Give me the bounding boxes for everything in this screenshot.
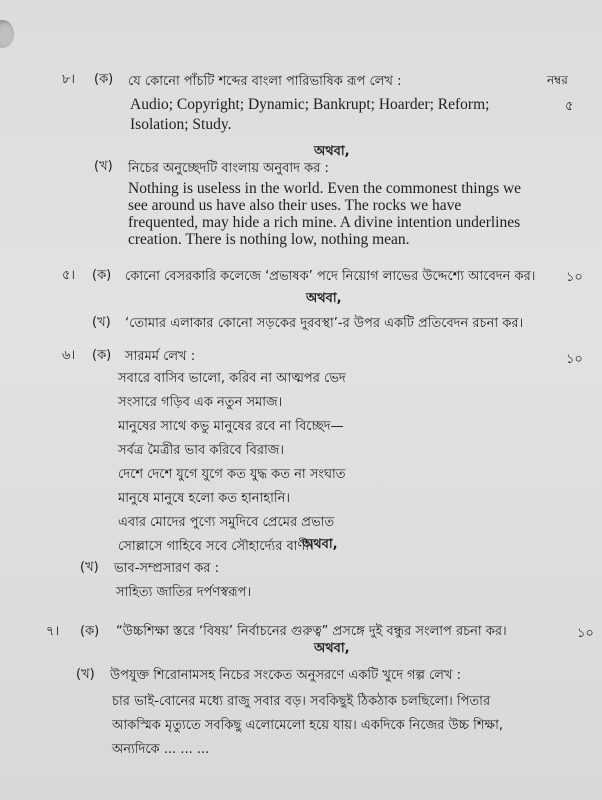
q8b-prompt: নিচের অনুচ্ছেদটি বাংলায় অনুবাদ কর :: [128, 161, 329, 176]
punch-hole: [0, 20, 14, 48]
q9a-label: (ক): [92, 268, 112, 283]
q8a-words-line1: Audio; Copyright; Dynamic; Bankrupt; Hoarder; Reform;: [130, 96, 490, 113]
q11b-story-line3: অন্যদিকে ... ... ...: [112, 742, 210, 757]
q8a-marks: ৫: [565, 99, 574, 114]
q8b-label: (খ): [94, 159, 113, 174]
q11b-story-line1: চার ভাই-বোনের মধ্যে রাজু সবার বড়। সবকিছুই ঠিকঠাক চলছিলো। পিতার: [112, 694, 491, 709]
q8a-label: (ক): [94, 72, 114, 87]
q11b-label: (খ): [76, 667, 95, 682]
q9b-text: ‘তোমার এলাকার কোনো সড়কের দুরবস্থা’-র উপর একটি প্রতিবেদন রচনা কর।: [125, 316, 524, 331]
poem-line: মানুষে মানুষে হলো কত হানাহানি।: [118, 491, 291, 506]
q11-or: অথবা,: [314, 641, 350, 656]
q10a-marks: ১০: [566, 352, 583, 367]
q11-number: ৭।: [46, 624, 60, 639]
q10b-label: (খ): [80, 560, 99, 575]
q10b-prompt: ভাব-সম্প্রসারণ কর :: [114, 561, 219, 576]
q11a-marks: ১০: [577, 626, 594, 641]
q8-number: ৮।: [62, 72, 76, 87]
poem-line: দেশে দেশে যুগে যুগে কত যুদ্ধ কত না সংঘাত: [118, 467, 346, 482]
poem-line: সোল্লাসে গাহিবে সবে সৌহার্দ্যের বাণী।: [118, 539, 314, 554]
q10b-text: সাহিত্য জাতির দর্পণস্বরূপ।: [116, 585, 252, 600]
q11b-story-line2: আকস্মিক মৃত্যুতে সবকিছু এলোমেলো হয়ে যায়। একদিকে নিজের উচ্চ শিক্ষা,: [112, 718, 503, 733]
poem-line: এবার মোদের পুণ্যে সমুদিবে প্রেমের প্রভাত: [118, 515, 335, 530]
q11a-label: (ক): [80, 624, 100, 639]
q10-number: ৬।: [62, 348, 76, 363]
q9a-text: কোনো বেসরকারি কলেজে ‘প্রভাষক’ পদে নিয়োগ লাভের উদ্দেশ্যে আবেদন কর।: [125, 269, 536, 284]
poem-line: মানুষের সাথে কভু মানুষের রবে না বিচ্ছেদ—: [118, 419, 344, 434]
q10-or: অথবা,: [302, 537, 338, 552]
q8a-words-line2: Isolation; Study.: [130, 116, 232, 133]
summary-poem: [118, 367, 346, 559]
q10a-label: (ক): [92, 348, 112, 363]
q8b-passage: Nothing is useless in the world. Even the commonest things we see around us have also their uses. The rocks we have frequented, may hide a rich mine. A divine intention underlines creation. There is nothing low, nothing mean.: [128, 180, 522, 248]
poem-line: সর্বত্র মৈত্রীর ভাব করিবে বিরাজ।: [118, 443, 285, 458]
q9-or: অথবা,: [306, 291, 342, 306]
q9b-label: (খ): [92, 315, 111, 330]
poem-line: সবারে বাসিব ভালো, করিব না আত্মপর ভেদ: [118, 371, 346, 386]
q8a-prompt: যে কোনো পাঁচটি শব্দের বাংলা পারিভাষিক রূপ লেখ :: [128, 74, 402, 89]
q10a-prompt: সারমর্ম লেখ :: [125, 349, 196, 364]
q11a-text: “উচ্চশিক্ষা স্তরে ‘বিষয়’ নির্বাচনের গুরুত্ব” প্রসঙ্গে দুই বন্ধুর সংলাপ রচনা কর।: [116, 624, 507, 639]
marks-column-header: নম্বর: [547, 73, 568, 87]
q8-or: অথবা,: [314, 144, 350, 159]
poem-line: সংসারে গড়িব এক নতুন সমাজ।: [118, 395, 283, 410]
q9-number: ৫।: [62, 268, 76, 283]
q11b-prompt: উপযুক্ত শিরোনামসহ নিচের সংকেত অনুসরণে একটি খুদে গল্প লেখ :: [110, 668, 462, 683]
q9a-marks: ১০: [566, 270, 583, 285]
